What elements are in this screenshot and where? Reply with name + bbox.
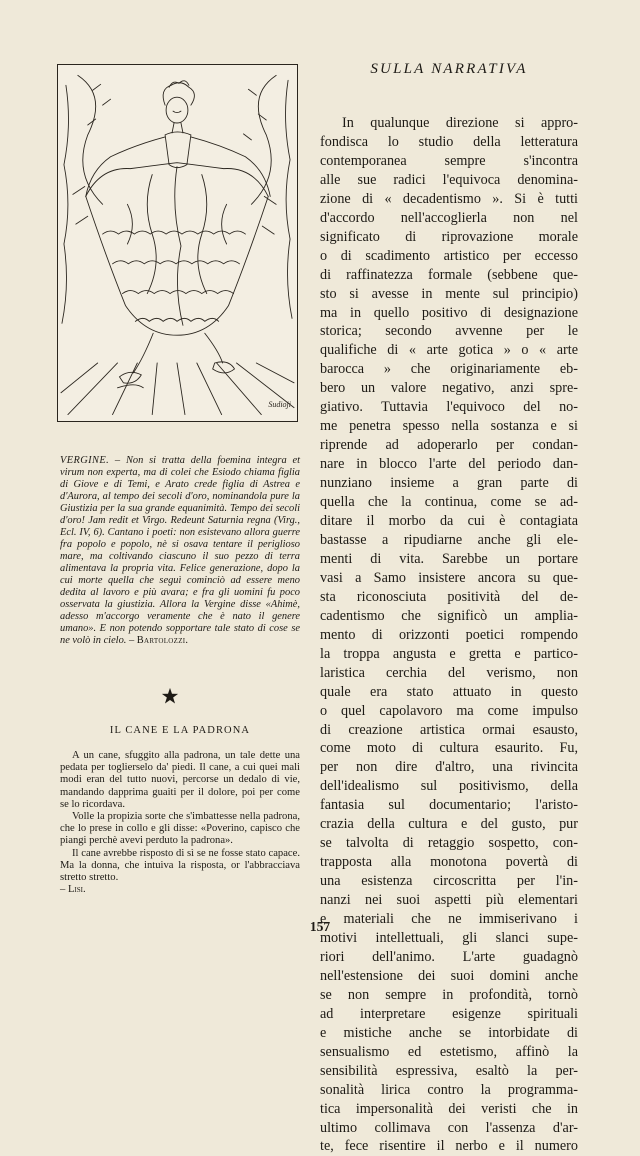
section-title: SULLA NARRATIVA <box>370 61 528 77</box>
essay-line: nell'estensione dei suoi domini anche <box>320 967 578 984</box>
poem-author: – Lisi. <box>60 884 86 896</box>
essay-line: storica; secondo avvenne per le <box>320 323 578 340</box>
caption-lead: VERGINE. <box>60 455 110 466</box>
poem-paragraph: A un cane, sfuggito alla padrona, un tale dette una pedata per toglierselo da' piedi. Il cane, a cui quei mali modi eran del tutto nuovi, percorse un dedalo di vie, mandando dapprima guaiti per il dolore, poi per come se lo ricordava. <box>60 750 300 810</box>
essay-body <box>320 114 578 1156</box>
essay-line: e materiali che ne immiserivano i <box>320 911 578 928</box>
essay-line: o di scadimento artistico per eccesso <box>320 247 578 264</box>
essay-line: sto si avesse in mente sul principio) <box>320 285 578 302</box>
poem <box>60 750 300 896</box>
artist-signature: Sudioji <box>268 400 291 409</box>
essay-line: vasi a Samo insistere ancora su que- <box>320 569 578 586</box>
essay-line: crazia della cultura e del gusto, pur <box>320 816 578 833</box>
essay-line: me penetra spesso nella sostanza e si <box>320 418 578 435</box>
essay-line: ditare il morbo da cui è contagiata <box>320 513 578 530</box>
essay-line: zione di « decadentismo ». Si è tutti <box>320 190 578 207</box>
poem-title: IL CANE E LA PADRONA <box>109 725 251 736</box>
essay-line: qualifiche di « arte gotica » o « arte <box>320 342 578 359</box>
essay-line: bero un valore negativo, anzi spre- <box>320 380 578 397</box>
essay-line: nanzi nei suoi aspetti più elementari <box>320 892 578 909</box>
essay-line: ultimo collimava con l'assenza d'ar- <box>320 1119 578 1136</box>
essay-line: una esistenza circoscritta per l'in- <box>320 873 578 890</box>
essay-line: giativo. Tuttavia l'equivoco del no- <box>320 399 578 416</box>
essay-line: significato di riprovazione morale <box>320 228 578 245</box>
essay-line: riori dell'animo. L'arte guadagnò <box>320 948 578 965</box>
essay-line: come moto di cultura esaurito. Fu, <box>320 740 578 757</box>
essay-line: e mistiche anche se intorbidate di <box>320 1024 578 1041</box>
caption-text: – Non si tratta della foemina integra et virum non experta, ma di colei che Esiodo chiama figlia di Giove e di Temi, e Arato crede figlia di Astrea e d'Aurora, al tempo dei secoli d'oro, nominandola pure la Giustizia per la sua grande equanimità. Tempo dei secoli d'oro! Jam redit et Virgo. Redeunt Saturnia regna (Virg., Ecl. IV, 6). Cantano i poeti: non esistevano allora guerre fra popolo e popolo, nè si osava tentare il periglioso mare, ma coltivando ciascuno il suo pezzo di terra alimentava la propria vita. Felice generazione, dopo la cui morte quella che seguì cominciò ad essere meno dedita al lavoro e più avara; e fra gli uomini fu poco osservata la giustizia. Allora la Vergine disse «Ahimè, adesso m'accorgo veramente che è nato il genere umano». E non potendo sopportare tale stato di cose se ne volò in cielo. – <box>60 455 300 646</box>
caption-author: Bartolozzi. <box>136 635 189 646</box>
essay-line: o quel capolavoro ma come impulso <box>320 702 578 719</box>
essay-line: se talvolta di retaggio sospetto, con- <box>320 835 578 852</box>
essay-line: ad interpretare esigenze spirituali <box>320 1005 578 1022</box>
essay-line: bastasse a ripudiarne anche gli ele- <box>320 531 578 548</box>
essay-line: In qualunque direzione si appro- <box>342 115 578 131</box>
essay-line: d'accordo nell'accoglierla non nel <box>320 209 578 226</box>
illustration-caption <box>60 455 300 647</box>
essay-line: fondisca lo studio della letteratura <box>320 133 578 150</box>
essay-line: la troppa angusta e gretta e partico- <box>320 645 578 662</box>
essay-line: dell'idealismo sul positivismo, della <box>320 778 578 795</box>
illustration <box>57 64 298 422</box>
essay-line: sensualismo ed estetismo, affinò la <box>320 1043 578 1060</box>
essay-line: nunziano insieme a gran parte di <box>320 475 578 492</box>
essay-line: per non dire d'altro, una rivincita <box>320 759 578 776</box>
essay-line: menti di vita. Sarebbe un portare <box>320 550 578 567</box>
page-number: 157 <box>309 919 331 934</box>
essay-line: sonalità lirica contro la programma- <box>320 1081 578 1098</box>
essay-line: mento di orizzonti poetici rompendo <box>320 626 578 643</box>
essay-line: fantasia sul documentario; l'aristo- <box>320 797 578 814</box>
poem-paragraph: Il cane avrebbe risposto di sì se ne fosse stato capace. Ma la donna, che intuiva la risposta, or l'abbracciava stretto stretto. <box>60 847 300 884</box>
essay-line: cadentismo che significò un amplia- <box>320 607 578 624</box>
essay-line: di creazione artistica ormai esausto, <box>320 721 578 738</box>
essay-line: trapposta alla monotona povertà di <box>320 854 578 871</box>
poem-paragraph: Volle la propizia sorte che s'imbattesse nella padrona, che lo prese in collo e gli disse: «Poverino, capisco che piangi perchè avevi perduto la padrona». <box>60 811 300 847</box>
essay-line: ma in quello positivo di designazione <box>320 304 578 321</box>
essay-line: barocca » che originariamente eb- <box>320 361 578 378</box>
essay-line: riprende ad adoperarlo per condan- <box>320 437 578 454</box>
essay-line: di raffinatezza formale (sebbene que- <box>320 266 578 283</box>
essay-line: motivi intellettuali, gli slanci supe- <box>320 929 578 946</box>
dancer-drawing <box>58 65 297 421</box>
essay-line: sta riconosciuta positività del de- <box>320 588 578 605</box>
essay-line: tica impersonalità dei veristi che in <box>320 1100 578 1117</box>
essay-line: alle sue radici l'equivoca denomina- <box>320 171 578 188</box>
essay-line: contemporanea sempre s'incontra <box>320 152 578 169</box>
essay-line: quella che la continua, come se ad- <box>320 494 578 511</box>
essay-line: te, fece risentire il nerbo e il numero <box>320 1138 578 1155</box>
essay-line: quale era stato attuato in questo <box>320 683 578 700</box>
essay-line: se non sempre in profondità, tornò <box>320 986 578 1003</box>
star-ornament-icon <box>161 687 179 705</box>
essay-line: laristica cerchia del verismo, non <box>320 664 578 681</box>
essay-line: sensibilità espressiva, esaltò la per- <box>320 1062 578 1079</box>
essay-line: nare in blocco l'arte del periodo dan- <box>320 456 578 473</box>
